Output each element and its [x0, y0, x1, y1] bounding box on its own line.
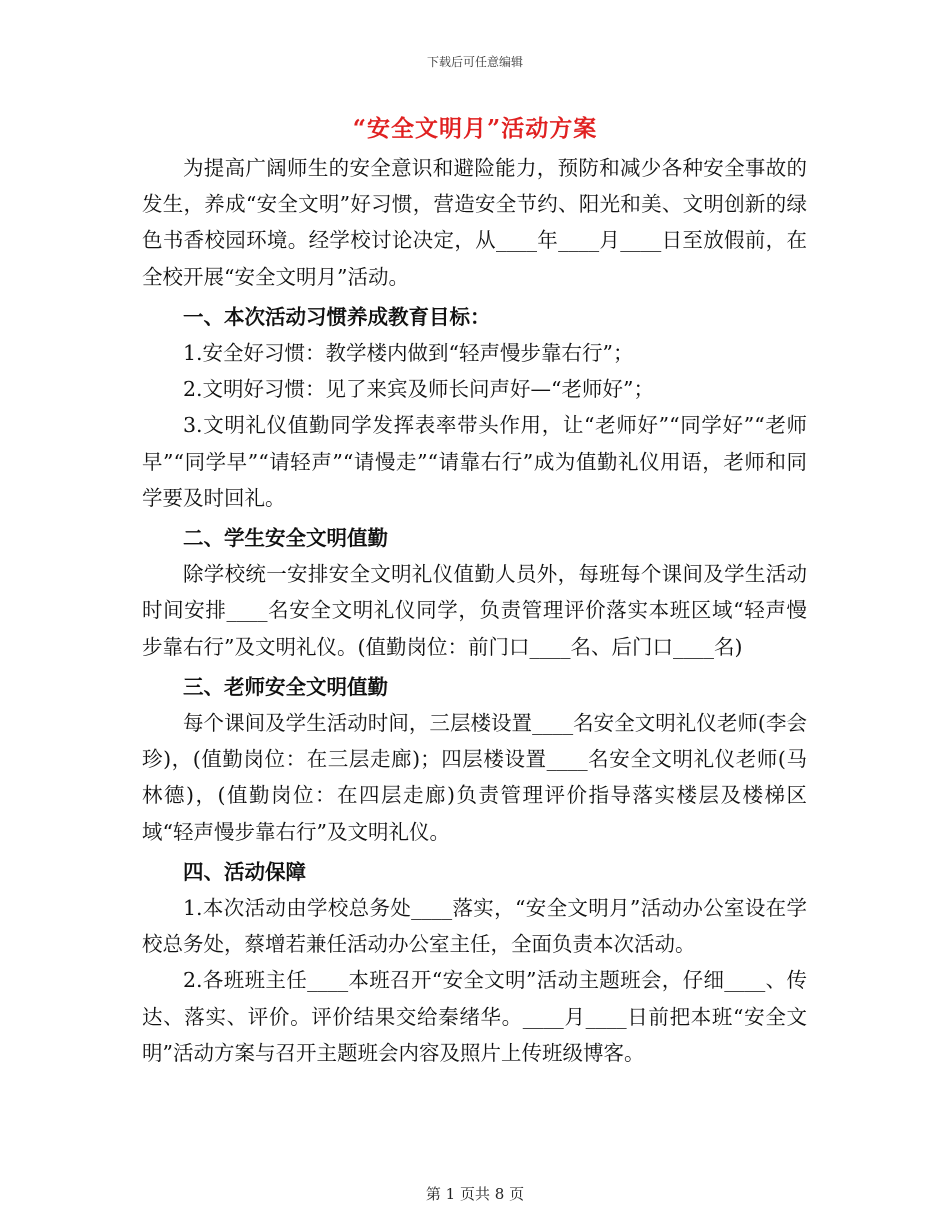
section-1-item-2: 2.文明好习惯：见了来宾及师长问声好—“老师好”；	[183, 377, 655, 402]
section-3-heading: 三、老师安全文明值勤	[183, 674, 388, 699]
section-4-item-2: 2.各班班主任____本班召开“安全文明”活动主题班会，仔细____、传达、落实、评价。评价结果交给秦绪华。____月____日前把本班“安全文明”活动方案与召开主题班会内容及照片上传班级博客。	[142, 968, 807, 1065]
section-4-item-1: 1.本次活动由学校总务处____落实，“安全文明月”活动办公室设在学校总务处，蔡增若兼任活动办公室主任，全面负责本次活动。	[142, 896, 807, 957]
page-footer: 第 1 页共 8 页	[425, 1185, 525, 1203]
document-title: “安全文明月”活动方案	[352, 115, 598, 142]
section-4-heading: 四、活动保障	[183, 859, 306, 884]
section-3-body: 每个课间及学生活动时间，三层楼设置____名安全文明礼仪老师(李会珍)，(值勤岗位：在三层走廊)；四层楼设置____名安全文明礼仪老师(马林德)，(值勤岗位：在四层走廊)负责管理评价指导落实楼层及楼梯区域“轻声慢步靠右行”及文明礼仪。	[142, 711, 807, 844]
section-1-item-1: 1.安全好习惯：教学楼内做到“轻声慢步靠右行”；	[183, 341, 634, 366]
section-2-heading: 二、学生安全文明值勤	[183, 526, 388, 551]
document-body	[142, 150, 807, 1071]
section-1-item-3: 3.文明礼仪值勤同学发挥表率带头作用，让“老师好”“同学好”“老师早”“同学早”“请轻声”“请慢走”“请靠右行”成为值勤礼仪用语，老师和同学要及时回礼。	[142, 413, 807, 510]
header-note: 下载后可任意编辑	[426, 55, 523, 69]
section-2-body: 除学校统一安排安全文明礼仪值勤人员外，每班每个课间及学生活动时间安排____名安全文明礼仪同学，负责管理评价落实本班区域“轻声慢步靠右行”及文明礼仪。(值勤岗位：前门口____名、后门口____名)	[142, 562, 807, 659]
section-1-heading: 一、本次活动习惯养成教育目标：	[183, 304, 491, 329]
intro-paragraph: 为提高广阔师生的安全意识和避险能力，预防和减少各种安全事故的发生，养成“安全文明”好习惯，营造安全节约、阳光和美、文明创新的绿色书香校园环境。经学校讨论决定，从____年____月____日至放假前，在全校开展“安全文明月”活动。	[142, 156, 807, 289]
